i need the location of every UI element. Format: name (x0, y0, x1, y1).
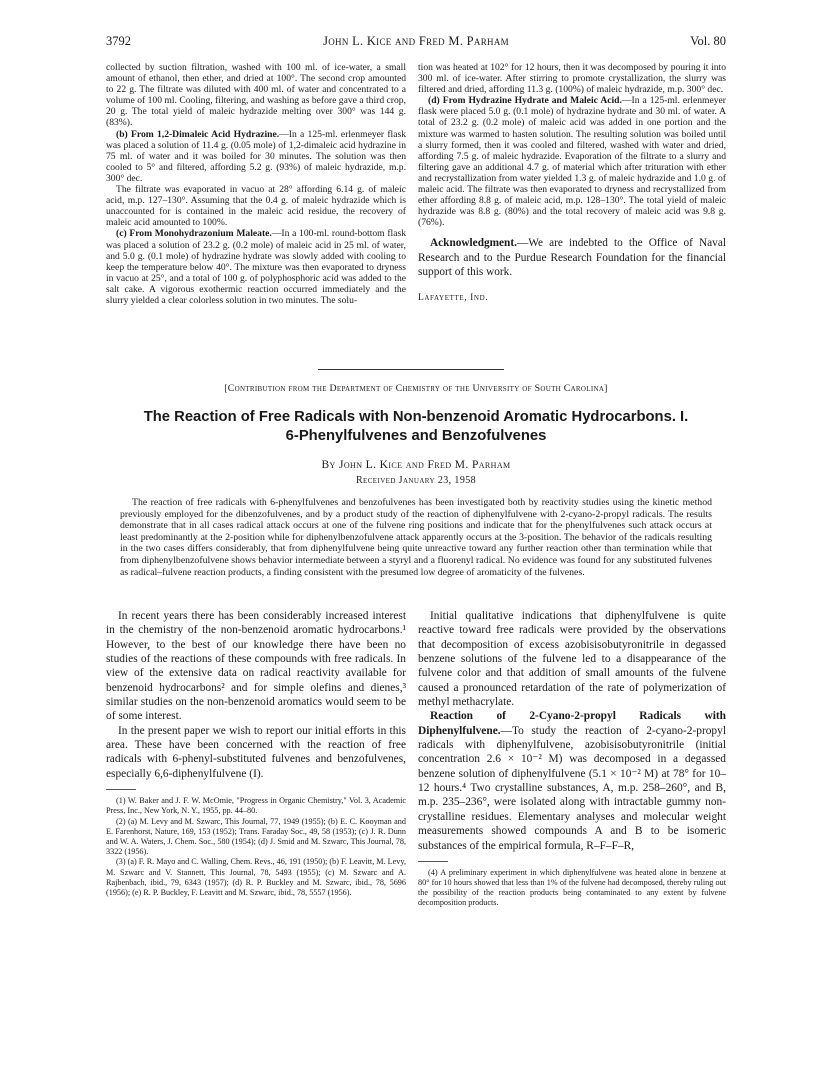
paragraph-text: —In a 125-ml. erlenmeyer flask was placed a solution of 11.4 g. (0.05 mole) of 1,2-dimaleic acid hydrazine in 75 ml. of water and it was boiled for 30 minutes. The solution was then cooled to 5° and filtered, affording 5.2 g. (93%) of maleic hydrazide, m.p. 300° dec. (106, 128, 406, 184)
footnote-rule (106, 789, 136, 790)
footnote: (4) A preliminary experiment in which diphenylfulvene was heated alone in benzene at 80° for 10 hours showed that less than 1% of the fulvene had decomposed, thereby ruling out the possibility of the reaction products being contaminated to any extent by fulvene decomposition products. (418, 867, 726, 908)
contribution-line: [Contribution from the Department of Chemistry of the University of South Carolina] (224, 383, 608, 394)
paragraph: tion was heated at 102° for 12 hours, then it was decomposed by pouring it into 300 ml. of ice-water. After stirring to promote crystallization, the slurry was filtered and dried, affording 11.3 g. (100%) of maleic hydrazide, m.p. 300° dec. (418, 62, 726, 96)
body-right-column (418, 609, 726, 909)
paragraph (106, 129, 406, 184)
footnotes (418, 868, 726, 909)
running-head-authors: John L. Kice and Fred M. Parham (323, 34, 509, 48)
section-divider (318, 369, 504, 370)
run-in-heading: (c) From Monohydrazonium Maleate. (116, 228, 272, 240)
abstract: The reaction of free radicals with 6-phenylfulvenes and benzofulvenes has been investigated both by reactivity studies using the kinetic method previously employed for the dibenzofulvenes, and by a product study of the reaction of diphenylfulvene with 2-cyano-2-propyl radicals. The results demonstrate that in all cases radical attack occurs at one of the fulvene ring positions and indicate that for the phenylfulvenes such attack occurs at least predominantly at the 2-position while for diphenylbenzofulvene attack apparently occurs at the 3-position. The behavior of the radicals resulting in the two cases differs considerably, that from diphenylfulvene being quite unreactive toward any further reaction other than termination while that from diphenylbenzofulvene shows behavior intermediate between a styryl and a fluorenyl radical. No evidence was found for any substituted fulvenes as radical–fulvene reaction products, a finding consistent with the presumed low degree of aromaticity of the fulvenes. (120, 497, 712, 578)
paragraph (106, 228, 406, 306)
paragraph (418, 709, 726, 852)
run-in-heading: Reaction of 2-Cyano-2-propyl Radicals with Diphenylfulvene. (418, 710, 726, 737)
run-in-heading: (b) From 1,2-Dimaleic Acid Hydrazine. (116, 128, 280, 140)
run-in-heading: (d) From Hydrazine Hydrate and Maleic Acid. (428, 95, 622, 107)
title-line: 6-Phenylfulvenes and Benzofulvenes (285, 428, 547, 444)
acknowledgment-heading: Acknowledgment. (430, 237, 517, 250)
experimental-left-column (106, 62, 406, 306)
paragraph (418, 95, 726, 228)
place-line: Lafayette, Ind. (418, 293, 489, 304)
paragraph: The filtrate was evaporated in vacuo at 28° affording 6.14 g. of maleic acid, m.p. 127–130°. Assuming that the 0.4 g. of maleic hydrazide which is unaccounted for is contained in the maleic acid residue, the recovery of maleic acid amounted to 100%. (106, 184, 406, 229)
paragraph: collected by suction filtration, washed with 100 ml. of ice-water, a small amount of ethanol, then ether, and dried at 100°. The second crop amounted to 22 g. The filtrate was diluted with 400 ml. of water and concentrated to a volume of 100 ml. Cooling, filtering, and washing as before gave a third crop, 20 g. The total yield of maleic hydrazide melting over 300° was 144 g. (83%). (106, 62, 406, 129)
paragraph-text: —In a 125-ml. erlenmeyer flask were placed 5.0 g. (0.1 mole) of hydrazine hydrate and 30 ml. of water. A total of 23.2 g. (0.2 mole) of maleic acid was added in one portion and the mixture was warmed to hasten solution. The resulting solution was boiled until a slurry formed, then it was cooled and filtered, washed with water and dried, affording 7.5 g. of maleic hydrazide. Evaporation of the filtrate to a slurry and filtering gave an additional 4.7 g. of material which after trituration with ether and recrystallization from water yielded 1.3 g. of maleic hydrazide and 1.0 g. of maleic acid. The filtrate was then evaporated to dryness and recrystallized from ether affording 8.8 g. of maleic acid, m.p. 128–130°. The total yield of maleic hydrazide was 8.8 g. (80%) and the total recovery of maleic acid was 9.8 g. (76%). (418, 95, 727, 229)
article-title (106, 408, 726, 446)
experimental-right-column (418, 62, 726, 303)
paragraph-text: —To study the reaction of 2-cyano-2-propyl radicals with diphenylfulvene, azobisisobutyronitrile (initial concentration 2.6 × 10⁻² M) was decomposed in a degassed benzene solution of diphenylfulvene (5.1 × 10⁻² M) at 78° for 10–12 hours.⁴ Two crystalline substances, A, m.p. 258–260°, and B, m.p. 235–236°, were isolated along with intractable gummy non-crystalline residues. Elementary analyses and molecular weight measurements showed compounds A and B to be isomeric substances of the empirical formula, R–F–F–R, (418, 724, 726, 852)
footnote: (2) (a) M. Levy and M. Szwarc, This Journal, 77, 1949 (1955); (b) E. C. Kooyman and E. Farenhorst, Nature, 169, 153 (1952); Trans. Faraday Soc., 49, 58 (1953); (c) J. R. Dunn and W. A. Waters, J. Chem. Soc., 580 (1954); (d) J. Smid and M. Szwarc, This Journal, 78, 3322 (1956). (106, 816, 406, 857)
page-number: 3792 (106, 34, 131, 48)
paragraph: In recent years there has been considerably increased interest in the chemistry of the non-benzenoid aromatic hydrocarbons.¹ However, to the best of our knowledge there have been no studies of the reactions of these compounds with free radicals. In view of the extensive data on radical reactivity available for benzenoid hydrocarbons² and for simple olefins and dienes,³ similar studies on the non-benzenoid aromatics would seem to be of some interest. (106, 610, 406, 723)
byline: By John L. Kice and Fred M. Parham (321, 459, 511, 471)
title-line: The Reaction of Free Radicals with Non-benzenoid Aromatic Hydrocarbons. I. (143, 409, 689, 425)
paragraph: In the present paper we wish to report our initial efforts in this area. These have been concerned with the reaction of free radicals with 6-phenyl-substituted fulvenes and benzofulvenes, especially 6,6-diphenylfulvene (I). (106, 724, 406, 780)
paragraph: Initial qualitative indications that diphenylfulvene is quite reactive toward free radicals were provided by the observations that decomposition of excess azobisisobutyronitrile in degassed benzene solutions of the fulvene led to a disappearance of the fulvene color and that addition of small amounts of the fulvene caused a pronounced retardation of the rate of polymerization of methyl methacrylate. (418, 610, 726, 709)
received-date: Received January 23, 1958 (355, 475, 477, 486)
footnotes (106, 796, 406, 898)
paragraph-text: —In a 100-ml. round-bottom flask was placed a solution of 23.2 g. (0.2 mole) of maleic acid in 25 ml. of water, and 5.0 g. (0.1 mole) of hydrazine hydrate was slowly added with cooling to keep the temperature below 40°. The mixture was then evaporated to dryness in vacuo at 25°, and a total of 100 g. of polyphosphoric acid was added to the salt cake. A vigorous exothermic reaction occurred immediately and the slurry yielded a clear colorless solution in two minutes. The solu- (106, 228, 406, 306)
acknowledgment (418, 236, 726, 279)
body-left-column (106, 609, 406, 898)
footnote: (3) (a) F. R. Mayo and C. Walling, Chem. Revs., 46, 191 (1950); (b) F. Leavitt, M. Levy, M. Szwarc and V. Stannett, This Journal, 78, 5493 (1955); (c) M. Szwarc and A. Rajbenbach, ibid., 79, 6343 (1957); (d) R. P. Buckley and M. Szwarc, ibid., 78, 5696 (1956); (e) R. P. Buckley, F. Leavitt and M. Szwarc, ibid., 78, 5557 (1956). (106, 857, 407, 897)
volume-label: Vol. 80 (690, 34, 726, 48)
acknowledgment-text: —We are indebted to the Office of Naval Research and to the Purdue Research Foundation for the financial support of this work. (418, 237, 726, 278)
running-head (106, 34, 726, 52)
footnote-rule (418, 861, 448, 862)
footnote: (1) W. Baker and J. F. W. McOmie, "Progress in Organic Chemistry," Vol. 3, Academic Press, Inc., New York, N. Y., 1955, pp. 44–80. (106, 796, 406, 816)
